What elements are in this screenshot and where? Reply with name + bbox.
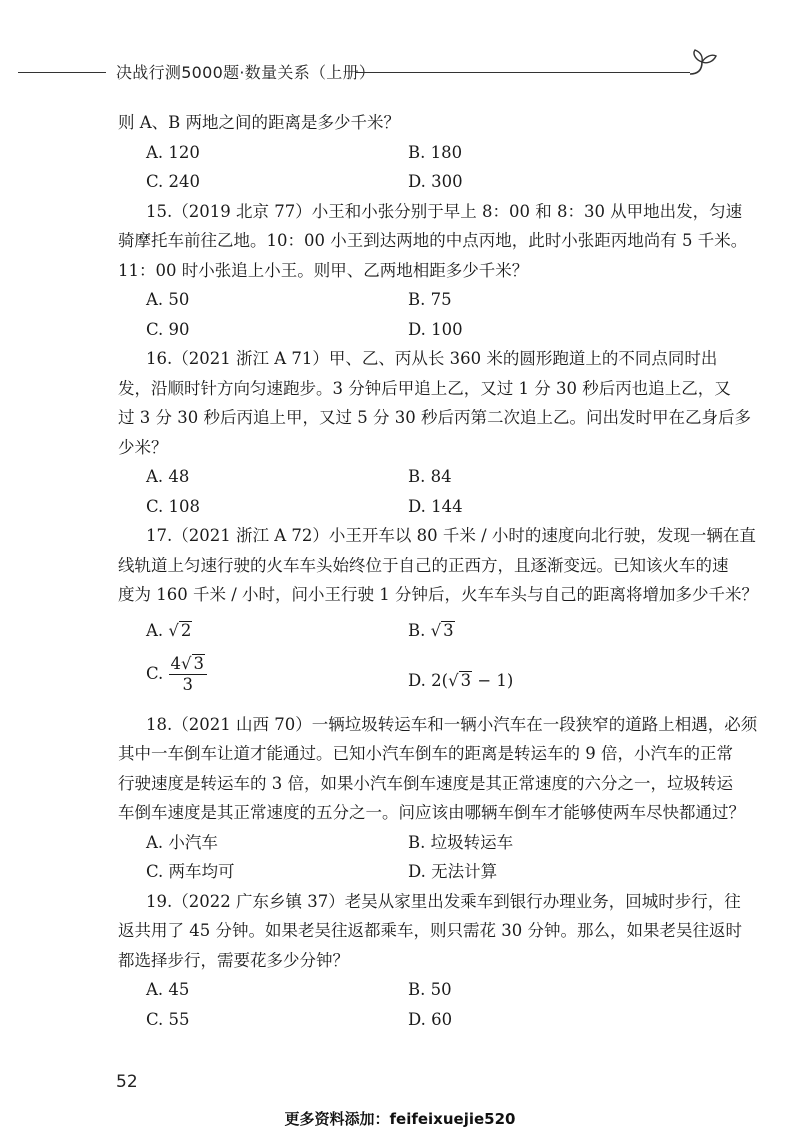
q19-option-d: D. 60 [408, 1009, 453, 1029]
q17-option-c-radicand: 3 [193, 653, 205, 673]
q17-option-c-coef: 4 [170, 653, 182, 673]
q18-line-2: 其中一车倒车让道才能通过。已知小汽车倒车的距离是转运车的 9 倍，小汽车的正常 [118, 744, 733, 763]
q14-option-b: B. 180 [408, 142, 463, 162]
header-rule-right [356, 72, 690, 73]
q15-option-b: B. 75 [408, 290, 452, 309]
q19-options-row1 [118, 975, 718, 1005]
q16-options-row1 [118, 462, 718, 492]
q17-options-row2 [118, 650, 718, 706]
q16-line-2: 发，沿顺时针方向匀速跑步。3 分钟后甲追上乙，又过 1 分 30 秒后丙也追上乙，又 [118, 378, 731, 398]
q18-options-row1 [118, 828, 718, 858]
q16-option-d: D. 144 [408, 496, 463, 516]
q17-options-row1 [118, 610, 718, 650]
q17-line-1: 17.（2021 浙江 A 72）小王开车以 80 千米 / 小时的速度向北行驶，发现一辆在直 [146, 526, 756, 545]
q14-tail: 则 A、B 两地之间的距离是多少千米？ [118, 113, 401, 132]
q15-option-a: A. 50 [146, 290, 190, 309]
q14-options-row2 [118, 167, 718, 197]
sprout-icon [686, 46, 720, 80]
q17-option-c [146, 654, 207, 695]
q16-option-a: A. 48 [146, 467, 190, 486]
fraction-numerator [169, 654, 208, 675]
q17-option-d-suffix: − 1) [472, 670, 514, 690]
q16-option-c: C. 108 [146, 496, 201, 516]
fraction-denominator: 3 [182, 674, 194, 694]
q17-option-d-radicand: 3 [460, 670, 472, 690]
sqrt-symbol: √ 3 [181, 653, 205, 673]
q16-options-row2 [118, 492, 718, 522]
q16-line-1: 16.（2021 浙江 A 71）甲、乙、丙从长 360 米的圆形跑道上的不同点同时出 [146, 349, 718, 368]
q17-option-b-radicand: 3 [443, 620, 454, 640]
q17-option-b [408, 616, 455, 646]
q15-option-c: C. 90 [146, 319, 190, 339]
q16-line-4: 少米？ [118, 437, 168, 457]
q14-option-d: D. 300 [408, 172, 463, 191]
q17-option-c-prefix: C. [146, 663, 169, 683]
q16-line-3: 过 3 分 30 秒后丙追上甲，又过 5 分 30 秒后丙第二次追上乙。问出发时甲在乙身后多 [118, 408, 751, 427]
q17-option-a-prefix: A. [146, 620, 169, 640]
running-header [0, 58, 800, 88]
page-content [118, 108, 759, 1034]
q18-line-1: 18.（2021 山西 70）一辆垃圾转运车和一辆小汽车在一段狭窄的道路上相遇，必须 [146, 714, 758, 734]
q17-option-d-prefix: D. 2( [408, 670, 449, 690]
q19-line-2: 返共用了 45 分钟。如果老吴往返都乘车，则只需花 30 分钟。那么，如果老吴往返时 [118, 921, 742, 940]
q17-option-a [146, 616, 192, 646]
q19-option-c: C. 55 [146, 1009, 190, 1029]
q19-option-b: B. 50 [408, 980, 452, 999]
q18-line-3: 行驶速度是转运车的 3 倍，如果小汽车倒车速度是其正常速度的六分之一，垃圾转运 [118, 773, 733, 793]
sqrt-symbol: √ 3 [430, 620, 454, 640]
q19-options-row2 [118, 1005, 718, 1035]
q17-option-b-prefix: B. [408, 620, 431, 640]
fraction [169, 654, 208, 695]
header-rule-left [18, 72, 106, 73]
q19-option-a: A. 45 [146, 980, 190, 999]
q14-options-row1 [118, 138, 718, 168]
q19-line-3: 都选择步行，需要花多少分钟？ [118, 950, 349, 970]
q18-option-c: C. 两车均可 [146, 862, 235, 881]
footer-note: 更多资料添加：feifeixuejie520 [284, 1110, 516, 1128]
q17-line-3: 度为 160 千米 / 小时，问小王行驶 1 分钟后，火车车头与自己的距离将增加多少千米？ [118, 585, 759, 604]
q15-options-row1 [118, 285, 718, 315]
book-title: 决战行测5000题·数量关系（上册） [116, 63, 376, 82]
sqrt-symbol: √ 2 [168, 620, 192, 640]
q18-option-d: D. 无法计算 [408, 862, 498, 881]
q18-option-a: A. 小汽车 [146, 832, 218, 852]
q15-line-2: 骑摩托车前往乙地。10：00 小王到达两地的中点丙地，此时小张距丙地尚有 5 千米。 [118, 231, 748, 250]
q18-line-4: 车倒车速度是其正常速度的五分之一。问应该由哪辆车倒车才能够使两车尽快都通过？ [118, 803, 745, 822]
q14-option-a: A. 120 [146, 142, 200, 162]
q17-option-d [408, 666, 513, 696]
q14-option-c: C. 240 [146, 172, 201, 191]
q15-option-d: D. 100 [408, 319, 463, 339]
q18-options-row2 [118, 857, 718, 887]
q16-option-b: B. 84 [408, 467, 452, 486]
q17-line-2: 线轨道上匀速行驶的火车车头始终位于自己的正西方，且逐渐变远。已知该火车的速 [118, 555, 729, 575]
q15-line-1: 15.（2019 北京 77）小王和小张分别于早上 8：00 和 8：30 从甲地出发，匀速 [146, 201, 743, 221]
q17-option-a-radicand: 2 [180, 620, 192, 640]
page-number: 52 [116, 1072, 138, 1092]
sqrt-symbol: √ 3 [448, 670, 472, 690]
q18-option-b: B. 垃圾转运车 [408, 832, 514, 852]
q19-line-1: 19.（2022 广东乡镇 37）老吴从家里出发乘车到银行办理业务，回城时步行，往 [146, 891, 741, 911]
q15-options-row2 [118, 315, 718, 345]
q15-line-3: 11：00 时小张追上小王。则甲、乙两地相距多少千米？ [118, 260, 529, 280]
